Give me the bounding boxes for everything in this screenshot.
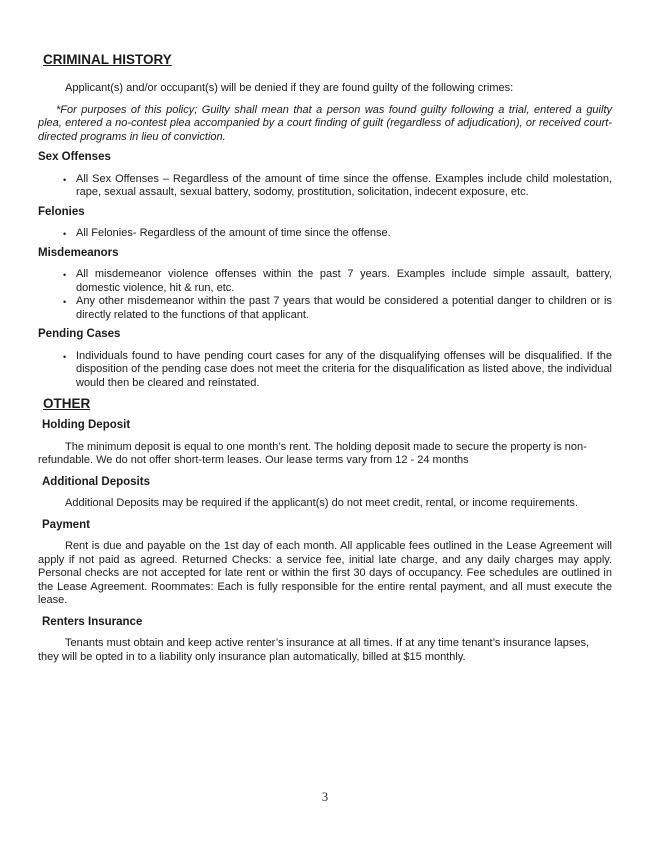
list-item: • Any other misdemeanor within the past 7 years that would be considered a potential danger to children or is directly related to the functions of that applicant. <box>76 295 612 322</box>
criminal-history-heading: CRIMINAL HISTORY <box>43 52 172 67</box>
misdemeanors-heading: Misdemeanors <box>38 246 119 259</box>
renters-insurance-body: Tenants must obtain and keep active renter’s insurance at all times. If at any time tenant’s insurance lapses, they will be opted in to a liability only insurance plan automatically, billed at $15 monthly. <box>38 637 590 663</box>
page-number: 3 <box>321 790 329 804</box>
sex-offenses-heading: Sex Offenses <box>38 151 111 163</box>
felonies-heading: Felonies <box>38 205 85 218</box>
guilty-policy-note: *For purposes of this policy; Guilty shall mean that a person was found guilty following a trial, entered a guilty plea, entered a no-contest plea accompanied by a court finding of guilt (regardless of adjudication), or received court-directed programs in lieu of conviction. <box>38 103 612 143</box>
pending-cases-heading: Pending Cases <box>38 328 121 340</box>
additional-deposits-body: Additional Deposits may be required if the applicant(s) do not meet credit, rental, or income requirements. <box>65 497 578 509</box>
list-item: • All Sex Offenses – Regardless of the amount of time since the offense. Examples include child molestation, rape, sexual assault, sexual battery, sodomy, prostitution, solicitation, indecent exposure, etc. <box>76 173 612 200</box>
holding-deposit-body: The minimum deposit is equal to one month’s rent. The holding deposit made to secure the property is non- refundable. We do not offer short-term leases. Our lease terms vary from 12 - 24 months <box>38 440 587 466</box>
pending-cases-list <box>38 350 612 391</box>
misdemeanors-list <box>38 268 612 322</box>
payment-body: Rent is due and payable on the 1st day of each month. All applicable fees outlined in the Lease Agreement will apply if not paid as agreed. Returned Checks: a service fee, initial late charge, and any daily charges may apply. Personal checks are not accepted for late rent or within the first 30 days of occupancy. Fee schedules are outlined in the Lease Agreement. Roommates: Each is fully responsible for the entire rental payment, and all must execute the lease. <box>38 540 612 606</box>
additional-deposits-heading: Additional Deposits <box>42 475 150 488</box>
list-item: • All Felonies- Regardless of the amount of time since the offense. <box>76 227 612 241</box>
sex-offenses-list <box>38 173 612 200</box>
other-heading: OTHER <box>43 396 91 411</box>
payment-heading: Payment <box>42 518 90 531</box>
renters-insurance-heading: Renters Insurance <box>42 615 143 628</box>
list-item: • Individuals found to have pending court cases for any of the disqualifying offenses will be disqualified. If the disposition of the pending case does not meet the criteria for the disqualification as listed above, the individual would then be cleared and reinstated. <box>76 350 612 391</box>
list-item: • All misdemeanor violence offenses within the past 7 years. Examples include simple assault, battery, domestic violence, hit & run, etc. <box>76 268 612 295</box>
holding-deposit-heading: Holding Deposit <box>42 419 131 431</box>
criminal-history-intro: Applicant(s) and/or occupant(s) will be denied if they are found guilty of the following crimes: <box>65 82 514 94</box>
felonies-list <box>38 227 612 241</box>
